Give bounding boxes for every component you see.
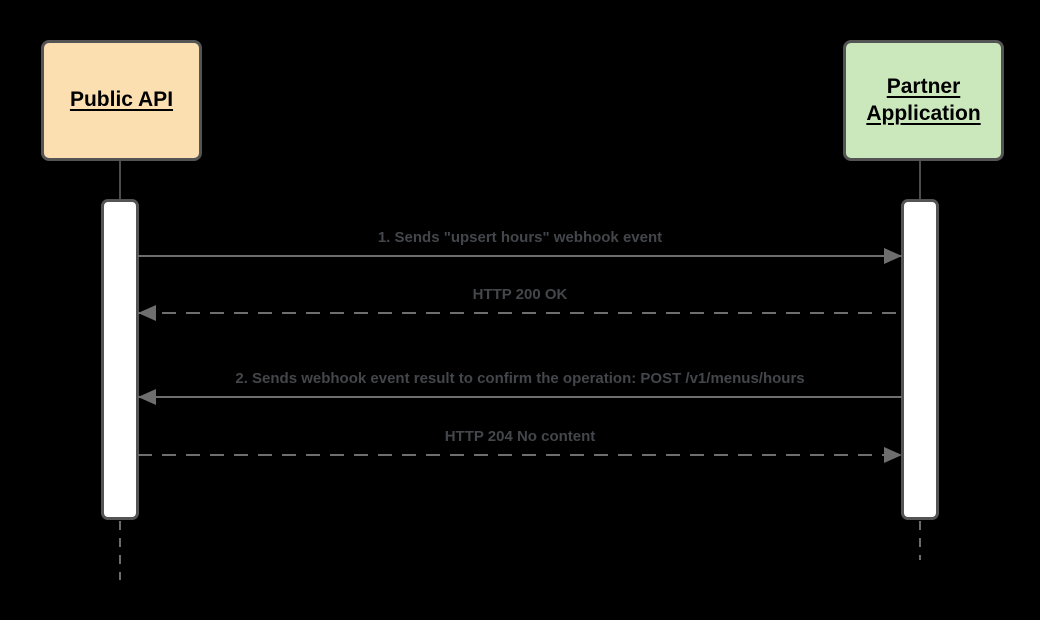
message-line-3 [138,396,902,398]
actor-label-partner-application: Partner Application [866,75,981,125]
actor-box-partner-application [843,40,1004,161]
actor-box-public-api [41,40,202,161]
message-label-4: HTTP 204 No content [444,428,596,445]
message-line-1 [138,255,902,257]
arrowhead-right-icon [884,447,902,463]
lifeline-partner-application-top [919,161,921,200]
actor-label-public-api: Public API [69,88,174,112]
lifeline-public-api-top [119,161,121,200]
message-label-3: 2. Sends webhook event result to confirm the operation: POST /v1/menus/hours [235,370,805,387]
activation-bar-public-api [101,199,139,520]
arrowhead-left-icon [138,389,156,405]
lifeline-partner-application-bottom [919,521,921,560]
lifeline-public-api-bottom [119,521,121,580]
arrowhead-left-icon [138,305,156,321]
message-line-2 [138,312,902,314]
message-label-1: 1. Sends "upsert hours" webhook event [377,229,663,246]
arrowhead-right-icon [884,248,902,264]
message-label-2: HTTP 200 OK [472,286,568,303]
activation-bar-partner-application [901,199,939,520]
message-line-4 [138,454,902,456]
